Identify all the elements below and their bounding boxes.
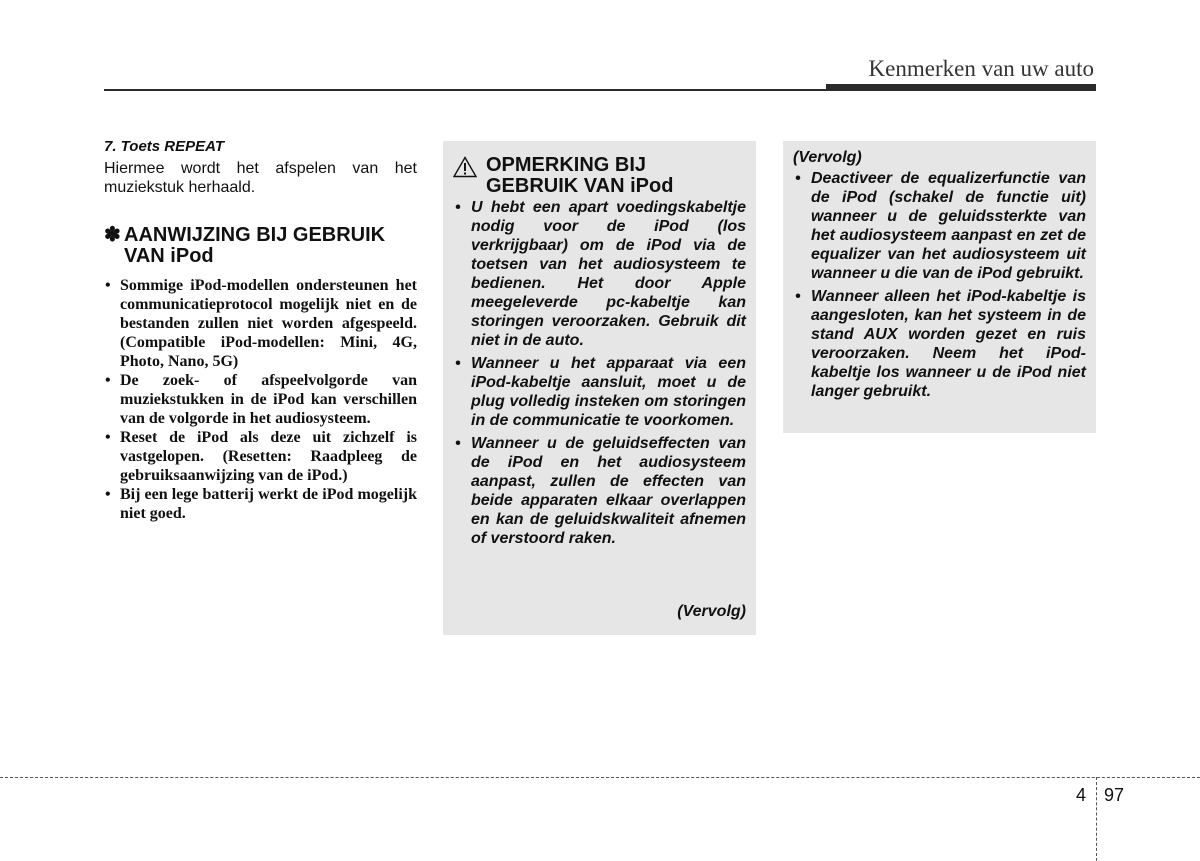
notice-continued-list — [793, 169, 1086, 401]
notice-box — [443, 141, 756, 635]
tip-title-line1: AANWIJZING BIJ GEBRUIK — [124, 224, 386, 246]
notice-title-line1: OPMERKING BIJ — [486, 154, 647, 176]
repeat-title: 7. Toets REPEAT — [104, 138, 225, 155]
header-rule — [104, 89, 826, 91]
chapter-number: 4 — [1076, 785, 1087, 805]
notice-list — [453, 198, 746, 552]
notice-continued-box — [783, 141, 1096, 433]
footer-page-divider — [1096, 777, 1097, 861]
tip-title-line2: VAN iPod — [124, 245, 214, 267]
page-number: 97 — [1104, 785, 1125, 805]
warning-triangle-icon — [453, 156, 477, 178]
list-item: • U hebt een apart voedingskabeltje nodig voor de iPod (los verkrijgbaar) om de iPod via de toetsen van het audiosysteem te bedienen. Het door Apple meegeleverde pc-kabeltje kan storingen veroorzaken. Gebruik dit niet in de auto. — [453, 198, 746, 350]
list-item: • Reset de iPod als deze uit zichzelf is vastgelopen. (Resetten: Raadpleeg de gebruiksaanwijzing van de iPod.) — [104, 428, 417, 485]
column-left — [104, 138, 417, 523]
footer-divider — [0, 777, 1200, 778]
continued-label: (Vervolg) — [677, 603, 746, 620]
list-item: • Wanneer u de geluidseffecten van de iPod en het audiosysteem aanpast, zullen de effecten van beide apparaten elkaar overlappen en kan de geluidskwaliteit afnemen of verstoord raken. — [453, 434, 746, 548]
list-item: • Bij een lege batterij werkt de iPod mogelijk niet goed. — [104, 485, 417, 523]
tip-list — [104, 276, 417, 523]
list-item: • Sommige iPod-modellen ondersteunen het communicatieprotocol mogelijk niet en de bestanden zullen niet worden afgespeeld. (Compatible iPod-modellen: Mini, 4G, Photo, Nano, 5G) — [104, 276, 417, 371]
notice-title-line2: GEBRUIK VAN iPod — [486, 175, 674, 197]
notice-heading — [453, 155, 746, 197]
header-rule-accent — [826, 84, 1096, 91]
repeat-text: Hiermee wordt het afspelen van het muziekstuk herhaald. — [104, 160, 417, 196]
list-item: • De zoek- of afspeelvolgorde van muziekstukken in de iPod kan verschillen van de volgorde in het audiosysteem. — [104, 371, 417, 428]
list-item: • Wanneer u het apparaat via een iPod-kabeltje aansluit, moet u de plug volledig insteken om storingen in de communicatie te voorkomen. — [453, 354, 746, 430]
list-item: • Deactiveer de equalizerfunctie van de iPod (schakel de functie uit) wanneer u de geluidssterkte van het audiosysteem aanpast en zet de equalizer van het audiosysteem uit wanneer u die van de iPod gebruikt. — [793, 169, 1086, 283]
tip-heading — [104, 225, 417, 267]
tip-star-icon: ✽ — [104, 224, 121, 246]
list-item: • Wanneer alleen het iPod-kabeltje is aangesloten, kan het systeem in de stand AUX worden gezet en ruis veroorzaken. Neem het iPod-kabeltje los wanneer u de iPod niet langer gebruikt. — [793, 287, 1086, 401]
continued-heading: (Vervolg) — [793, 149, 862, 166]
page-header-title: Kenmerken van uw auto — [868, 56, 1094, 81]
